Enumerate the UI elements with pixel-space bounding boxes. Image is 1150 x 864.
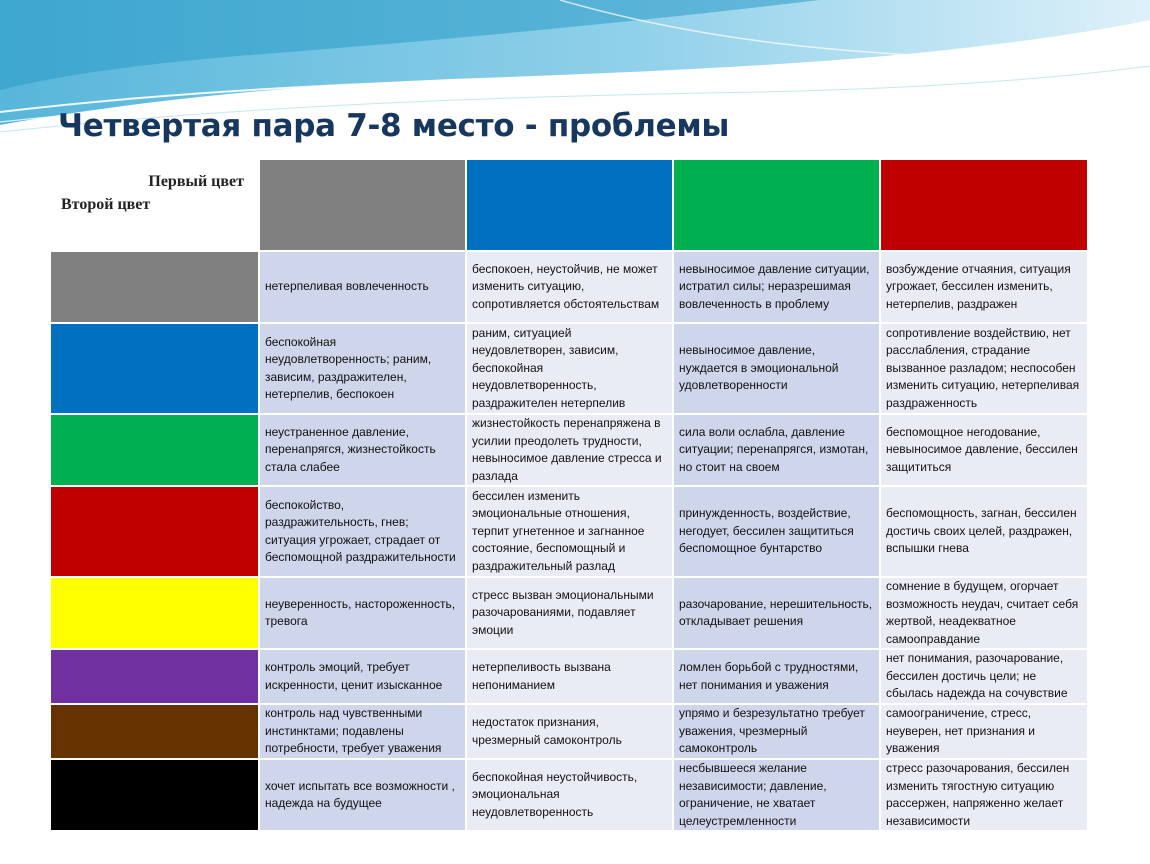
column-swatch-gray [260,160,465,250]
cell-violet-gray: контроль эмоций, требует искренности, ценит изысканное [260,650,465,703]
row-brown [51,705,1087,758]
cell-black-blue: беспокойная неустойчивость, эмоциональная неудовлетворенность [467,760,672,830]
row-swatch-blue [51,324,258,413]
header-row [51,160,1087,250]
cell-black-gray: хочет испытать все возможности , надежда на будущее [260,760,465,830]
row-yellow [51,578,1087,648]
cell-brown-blue: недостаток признания, чрезмерный самоконтроль [467,705,672,758]
cell-black-green: несбывшееся желание независимости; давление, ограничение, не хватает целеустремленности [674,760,879,830]
row-swatch-brown [51,705,258,758]
cell-blue-green: невыносимое давление, нуждается в эмоциональной удовлетворенности [674,324,879,413]
row-swatch-violet [51,650,258,703]
column-swatch-green [674,160,879,250]
cell-gray-red: возбуждение отчаяния, ситуация угрожает, бессилен изменить, нетерпелив, раздражен [881,252,1087,322]
cell-yellow-green: разочарование, нерешительность, откладывает решения [674,578,879,648]
corner-cell [51,160,258,250]
row-black [51,760,1087,830]
cell-green-gray: неустраненное давление, перенапрягся, жизнестойкость стала слабее [260,415,465,485]
row-blue [51,324,1087,413]
cell-black-red: стресс разочарования, бессилен изменить тягостную ситуацию рассержен, напряженно желает независимости [881,760,1087,830]
cell-red-green: принужденность, воздействие, негодует, бессилен защититься беспомощное бунтарство [674,487,879,576]
cell-yellow-blue: стресс вызван эмоциональными разочарованиями, подавляет эмоции [467,578,672,648]
cell-yellow-gray: неуверенность, настороженность, тревога [260,578,465,648]
row-swatch-green [51,415,258,485]
cell-yellow-red: сомнение в будущем, огорчает возможность неудач, считает себя жертвой, неадекватное самооправдание [881,578,1087,648]
cell-red-red: беспомощность, загнан, бессилен достичь своих целей, раздражен, вспышки гнева [881,487,1087,576]
cell-gray-green: невыносимое давление ситуации, истратил силы; неразрешимая вовлеченность в проблему [674,252,879,322]
cell-blue-gray: беспокойная неудовлетворенность; раним, зависим, раздражителен, нетерпелив, беспокоен [260,324,465,413]
row-violet [51,650,1087,703]
row-gray [51,252,1087,322]
cell-green-blue: жизнестойкость перенапряжена в усилии преодолеть трудности, невыносимое давление стресса и разлада [467,415,672,485]
cell-blue-red: сопротивление воздействию, нет расслабления, страдание вызванное разладом; неспособен изменить ситуацию, нетерпеливая раздраженность [881,324,1087,413]
slide-title: Четвертая пара 7-8 место - проблемы [58,108,730,144]
cell-violet-blue: нетерпеливость вызвана непониманием [467,650,672,703]
cell-brown-gray: контроль над чувственными инстинктами; подавлены потребности, требует уважения [260,705,465,758]
cell-brown-red: самоограничение, стресс, неуверен, нет признания и уважения [881,705,1087,758]
row-swatch-gray [51,252,258,322]
cell-violet-green: ломлен борьбой с трудностями, нет понимания и уважения [674,650,879,703]
column-swatch-blue [467,160,672,250]
row-green [51,415,1087,485]
cell-red-blue: бессилен изменить эмоциональные отношения, терпит угнетенное и загнанное состояние, беспомощный и раздражительный разлад [467,487,672,576]
cell-brown-green: упрямо и безрезультатно требует уважения, чрезмерный самоконтроль [674,705,879,758]
row-swatch-black [51,760,258,830]
first-color-label: Первый цвет [148,173,244,190]
column-swatch-red [881,160,1087,250]
cell-gray-blue: беспокоен, неустойчив, не может изменить ситуацию, сопротивляется обстоятельствам [467,252,672,322]
row-swatch-red [51,487,258,576]
cell-green-red: беспомощное негодование, невыносимое давление, бессилен защититься [881,415,1087,485]
cell-violet-red: нет понимания, разочарование, бессилен достичь цели; не сбылась надежда на сочувствие [881,650,1087,703]
row-swatch-yellow [51,578,258,648]
row-red [51,487,1087,576]
cell-green-green: сила воли ослабла, давление ситуации; перенапрягся, измотан, но стоит на своем [674,415,879,485]
cell-blue-blue: раним, ситуацией неудовлетворен, зависим, беспокойная неудовлетворенность, раздражителен нетерпелив [467,324,672,413]
cell-red-gray: беспокойство, раздражительность, гнев; ситуация угрожает, страдает от беспомощной раздражительности [260,487,465,576]
cell-gray-gray: нетерпеливая вовлеченность [260,252,465,322]
color-matrix-table [49,158,1089,832]
second-color-label: Второй цвет [61,196,151,213]
